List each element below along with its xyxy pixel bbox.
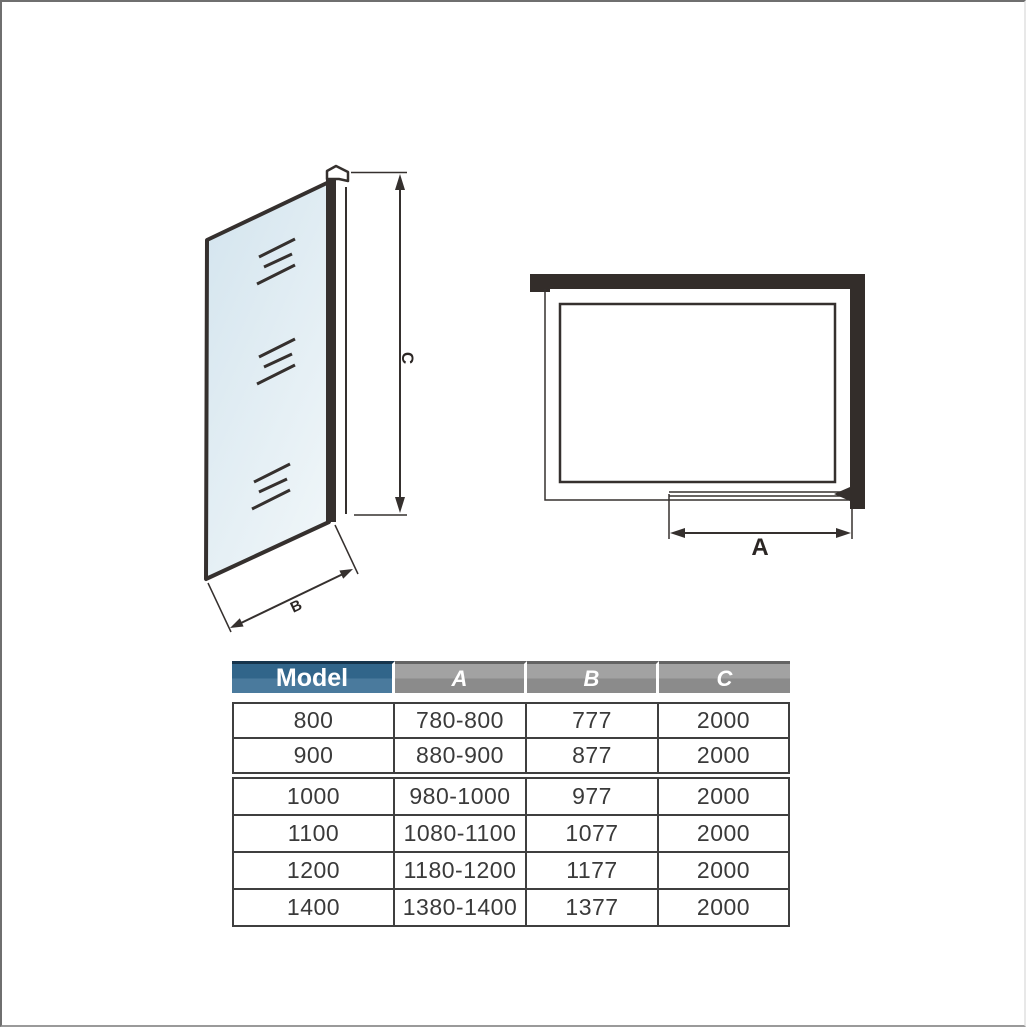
- table-cell: 2000: [696, 894, 751, 920]
- table-row: [234, 704, 788, 737]
- table-cell: 1000: [234, 779, 395, 814]
- table-cell: 1200: [234, 853, 395, 888]
- column-header-model: Model: [232, 661, 395, 693]
- column-header-c: C: [659, 661, 790, 693]
- wall-top-end-cap: [530, 274, 550, 292]
- size-table-header: [232, 661, 790, 693]
- table-cell: 1180-1200: [395, 853, 527, 888]
- dimension-c: [351, 173, 417, 516]
- table-row: [234, 851, 788, 888]
- top-view-diagram: [530, 274, 865, 561]
- arrowhead-left-down-icon: [230, 618, 244, 628]
- table-cell: 1077: [527, 816, 659, 851]
- table-cell: 1380-1400: [395, 890, 527, 925]
- table-cell: 1400: [234, 890, 395, 925]
- glass-panel: [206, 182, 329, 579]
- arrowhead-right-up-icon: [339, 569, 353, 579]
- table-row: [234, 779, 788, 814]
- table-cell: 2000: [696, 742, 751, 768]
- wall-top: [530, 274, 865, 289]
- arrowhead-down-icon: [395, 497, 405, 513]
- table-cell: 1177: [527, 853, 659, 888]
- table-cell: 1080-1100: [395, 816, 527, 851]
- table-row: [234, 737, 788, 772]
- side-view-diagram: [206, 166, 417, 632]
- table-row: [234, 888, 788, 925]
- wall-right: [850, 274, 865, 509]
- wall-profile-bar: [326, 178, 336, 522]
- table-cell: 777: [527, 704, 659, 737]
- table-cell: 880-900: [395, 739, 527, 772]
- table-cell: 1100: [234, 816, 395, 851]
- glass-wall-connector: [834, 487, 850, 501]
- dimension-a-label: A: [751, 534, 769, 561]
- table-cell: 900: [234, 739, 395, 772]
- table-cell: 877: [527, 739, 659, 772]
- size-table-body-lower: [232, 777, 790, 927]
- arrowhead-right-icon: [836, 528, 851, 538]
- table-cell: 2000: [696, 857, 751, 883]
- table-cell: 977: [527, 779, 659, 814]
- arrowhead-left-icon: [670, 528, 685, 538]
- column-header-a: A: [395, 661, 527, 693]
- table-cell: 2000: [696, 707, 751, 733]
- arrowhead-up-icon: [395, 174, 405, 190]
- profile-top-cap: [327, 166, 348, 181]
- column-header-b: B: [527, 661, 659, 693]
- table-cell: 980-1000: [395, 779, 527, 814]
- table-cell: 780-800: [395, 704, 527, 737]
- table-cell: 2000: [696, 820, 751, 846]
- size-table: [232, 661, 790, 927]
- dimension-a: [669, 494, 852, 561]
- table-row: [234, 814, 788, 851]
- glass-panel-top-view: [669, 487, 850, 501]
- table-cell: 2000: [696, 783, 751, 809]
- dimension-b-label: B: [287, 596, 305, 617]
- table-cell: 800: [234, 704, 395, 737]
- shower-tray: [560, 304, 835, 482]
- dimension-c-label: C: [398, 351, 417, 365]
- table-cell: 1377: [527, 890, 659, 925]
- size-table-body-upper: [232, 702, 790, 774]
